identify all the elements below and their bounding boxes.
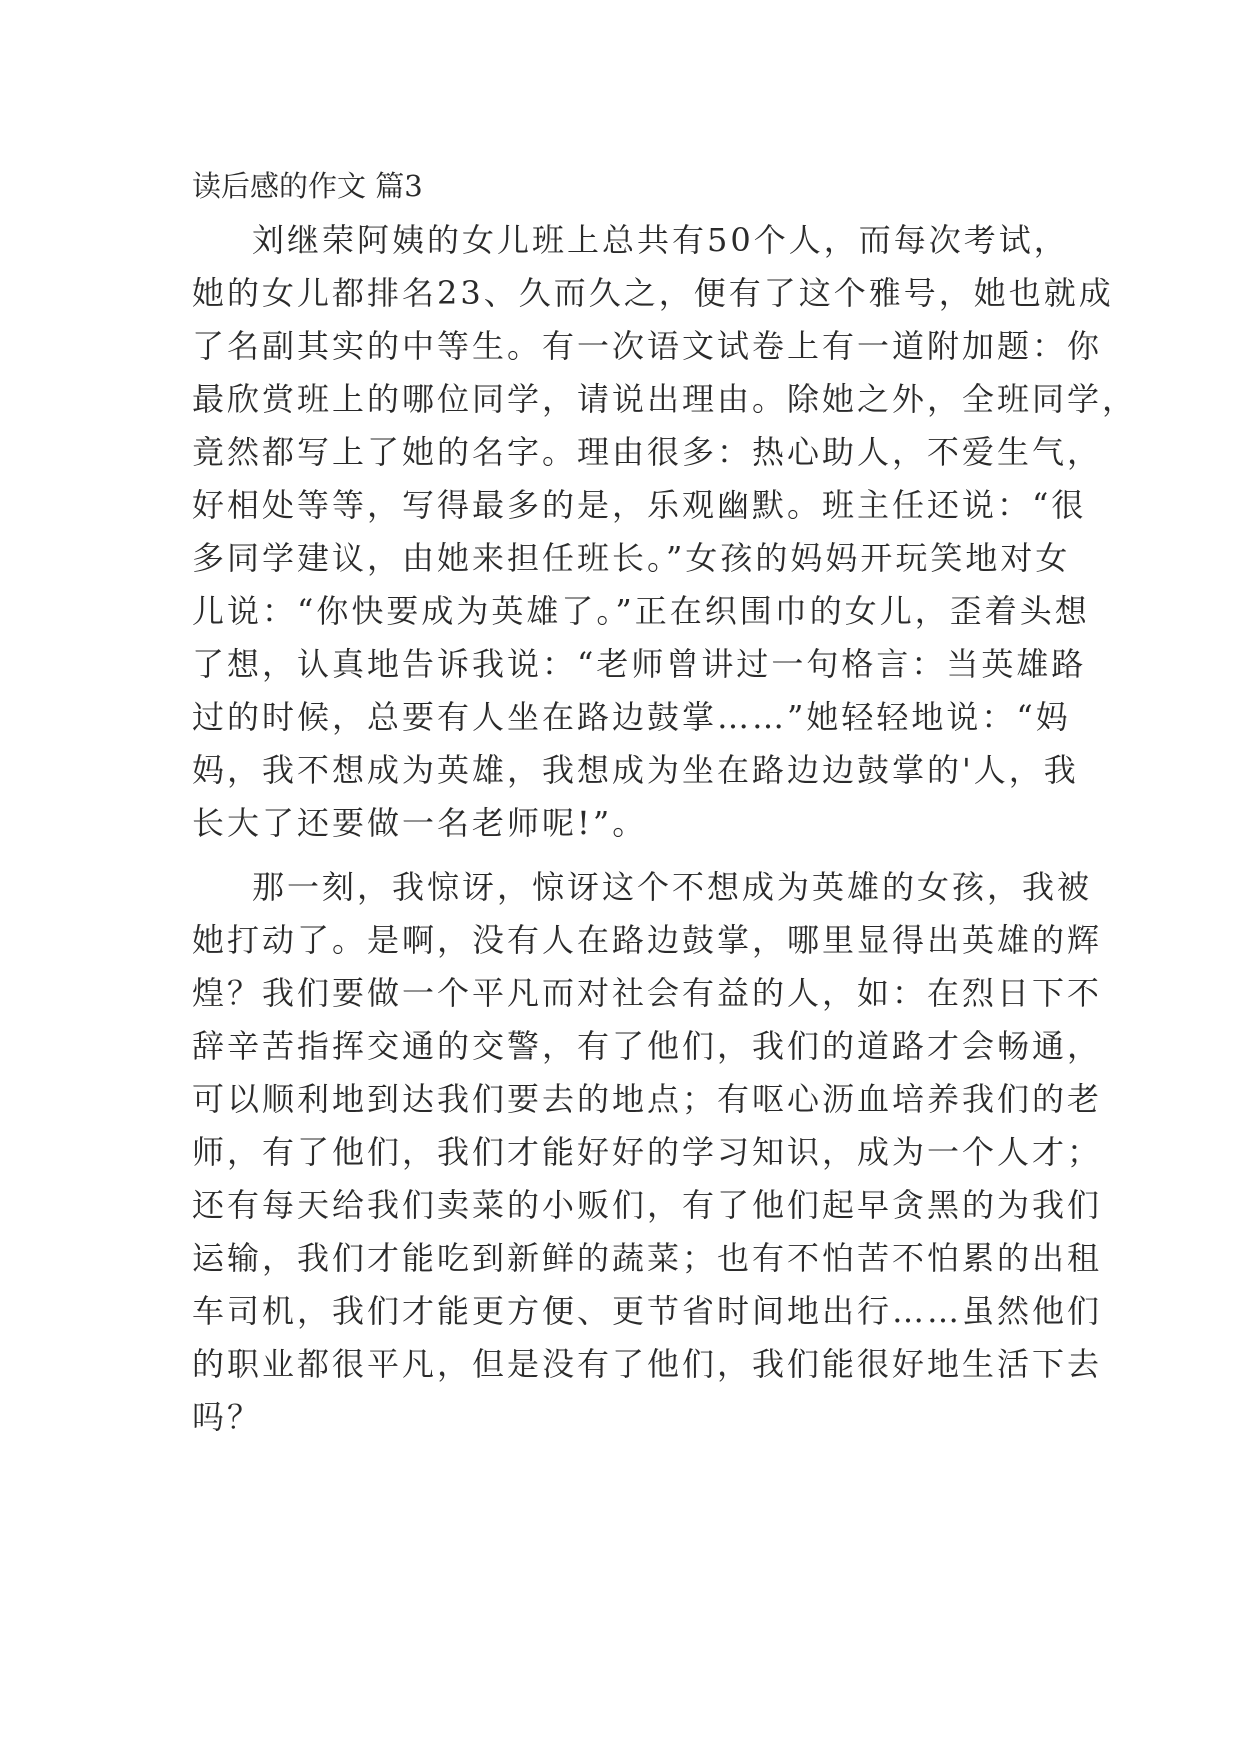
paragraph-1-line-5: 竟然都写上了她的名字。理由很多：热心助人，不爱生气， (192, 433, 1103, 471)
paragraph-2-line-5: 可以顺利地到达我们要去的地点；有呕心沥血培养我们的老 (192, 1080, 1103, 1118)
paragraph-1-line-4: 最欣赏班上的哪位同学，请说出理由。除她之外，全班同学， (192, 380, 1138, 418)
paragraph-1-line-10: 过的时候，总要有人坐在路边鼓掌……”她轻轻地说：“妈 (192, 698, 1071, 736)
paragraph-1-line-11: 妈，我不想成为英雄，我想成为坐在路边边鼓掌的'人，我 (192, 751, 1079, 789)
paragraph-2-line-8: 运输，我们才能吃到新鲜的蔬菜；也有不怕苦不怕累的出租 (192, 1239, 1103, 1277)
paragraph-1-line-12: 长大了还要做一名老师呢!”。 (192, 804, 648, 842)
paragraph-2-line-3: 煌？我们要做一个平凡而对社会有益的人，如：在烈日下不 (192, 974, 1103, 1012)
paragraph-2-line-1: 那一刻，我惊讶，惊讶这个不想成为英雄的女孩，我被 (252, 868, 1093, 906)
paragraph-1-line-2: 她的女儿都排名23、久而久之，便有了这个雅号，她也就成 (192, 274, 1114, 312)
paragraph-2-line-4: 辞辛苦指挥交通的交警，有了他们，我们的道路才会畅通， (192, 1027, 1103, 1065)
paragraph-2-line-9: 车司机，我们才能更方便、更节省时间地出行……虽然他们 (192, 1292, 1103, 1330)
paragraph-1-line-9: 了想，认真地告诉我说：“老师曾讲过一句格言：当英雄路 (192, 645, 1087, 683)
paragraph-2-line-11: 吗？ (192, 1398, 263, 1436)
paragraph-1-line-1: 刘继荣阿姨的女儿班上总共有50个人，而每次考试， (252, 221, 1069, 259)
paragraph-1-line-7: 多同学建议，由她来担任班长。”女孩的妈妈开玩笑地对女 (192, 539, 1071, 577)
paragraph-1-line-3: 了名副其实的中等生。有一次语文试卷上有一道附加题：你 (192, 327, 1103, 365)
paragraph-1-line-8: 儿说：“你快要成为英雄了。”正在织围巾的女儿，歪着头想 (192, 592, 1090, 630)
document-title: 读后感的作文 篇3 (192, 169, 423, 203)
paragraph-2-line-2: 她打动了。是啊，没有人在路边鼓掌，哪里显得出英雄的辉 (192, 921, 1103, 959)
paragraph-1-line-6: 好相处等等，写得最多的是，乐观幽默。班主任还说：“很 (192, 486, 1087, 524)
paragraph-2-line-10: 的职业都很平凡，但是没有了他们，我们能很好地生活下去 (192, 1345, 1103, 1383)
paragraph-2-line-6: 师，有了他们，我们才能好好的学习知识，成为一个人才； (192, 1133, 1103, 1171)
paragraph-2-line-7: 还有每天给我们卖菜的小贩们，有了他们起早贪黑的为我们 (192, 1186, 1103, 1224)
